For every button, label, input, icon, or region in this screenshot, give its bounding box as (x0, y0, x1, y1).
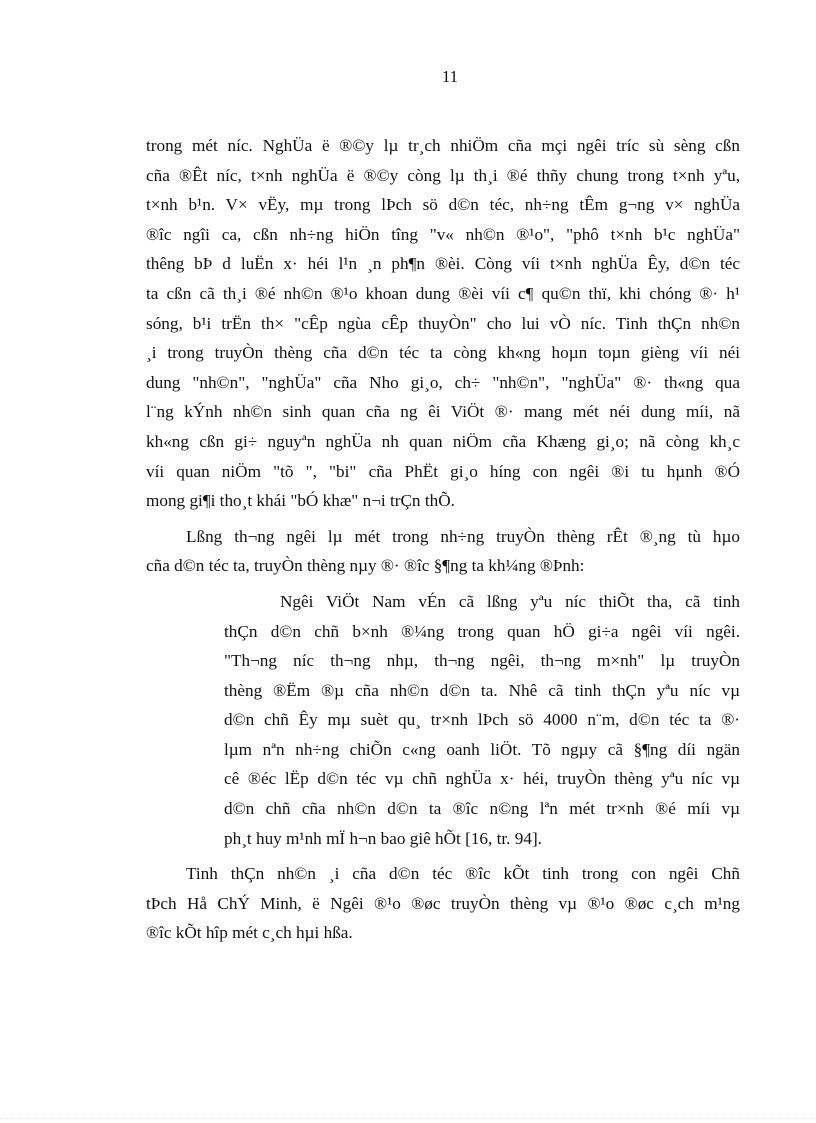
quote-line: lµm nªn nh÷ng chiÕn c«ng oanh liÖt. Tõ ngµy cã §¶ng díi ngän (224, 739, 740, 759)
text-line: kh«ng cßn gi÷ nguyªn nghÜa nh quan niÖm cña Khæng gi¸o; nã còng kh¸c (146, 431, 740, 451)
quote-line: ph¸t huy m¹nh mÏ h¬n bao giê hÕt [16, tr. 94]. (224, 828, 542, 848)
text-line: ®îc kÕt hîp mét c¸ch hµi hßa. (146, 923, 353, 943)
text-line: mong gi¶i tho¸t khái "bÓ khæ" n¬i trÇn thÕ. (146, 491, 455, 511)
text-line: dung "nh©n", "nghÜa" cña Nho gi¸o, ch÷ "nh©n", "nghÜa" ®· th«ng qua (146, 372, 740, 392)
quote-line: cê ®éc lËp d©n téc vµ chñ nghÜa x· héi, truyÒn thèng yªu níc vµ (224, 769, 740, 789)
quote-line: thÇn d©n chñ b×nh ®¼ng trong quan hÖ gi÷a ngêi víi ngêi. (224, 621, 740, 641)
text-line: t×nh b¹n. V× vËy, mµ trong lÞch sö d©n téc, nh÷ng tÊm g¬ng v× nghÜa (146, 195, 740, 215)
quote-line: d©n chñ cña nh©n d©n ta ®îc n©ng lªn mét tr×nh ®é míi vµ (224, 799, 740, 819)
body-text (146, 131, 740, 948)
text-line: tÞch Hå ChÝ Minh, ë Ngêi ®¹o ®øc truyÒn thèng vµ ®¹o ®øc c¸ch m¹ng (146, 893, 740, 913)
quote-line: Ngêi ViÖt Nam vÉn cã lßng yªu níc thiÕt tha, cã tinh (280, 591, 740, 611)
text-line: Lßng th¬ng ngêi lµ mét trong nh÷ng truyÒn thèng rÊt ®¸ng tù hµo (186, 526, 740, 546)
paragraph-2 (146, 522, 740, 581)
page-bottom-border (0, 1118, 816, 1119)
text-line: trong mét níc. NghÜa ë ®©y lµ tr¸ch nhiÖm cña mçi ngêi tríc sù sèng cßn (146, 136, 740, 155)
text-line: sóng, b¹i trËn th× "cÊp ngùa cÊp thuyÒn" cho lui vÒ níc. Tinh thÇn nh©n (146, 313, 740, 333)
text-line: thêng bÞ d luËn x· héi l¹n ¸n ph¶n ®èi. Còng víi t×nh nghÜa Êy, d©n téc (146, 254, 740, 274)
text-line: Tinh thÇn nh©n ¸i cña d©n téc ®îc kÕt tinh trong con ngêi Chñ (186, 864, 740, 884)
text-line: víi quan niÖm "tõ ", "bi" cña PhËt gi¸o híng con ngêi ®i tu hµnh ®Ó (146, 461, 740, 481)
text-line: ta cßn cã th¸i ®é nh©n ®¹o khoan dung ®èi víi c¶ qu©n thï, khi chóng ®· h¹ (146, 283, 740, 303)
text-line: cña d©n téc ta, truyÒn thèng nµy ®· ®îc §¶ng ta kh¼ng ®Þnh: (146, 556, 585, 576)
quote-line: thèng ®Ëm ®µ cña nh©n d©n ta. Nhê cã tinh thÇn yªu níc vµ (224, 680, 740, 700)
text-line: cña ®Êt níc, t×nh nghÜa ë ®©y còng lµ th¸i ®é thñy chung trong t×nh yªu, (146, 165, 740, 185)
text-line: ®îc ngîi ca, cßn nh÷ng hiÖn tîng "v« nh©n ®¹o", "phô t×nh b¹c nghÜa" (146, 224, 740, 244)
block-quote (146, 587, 740, 853)
text-line: ¸i trong truyÒn thèng cña d©n téc ta còng kh«ng hoµn toµn gièng víi néi (146, 343, 740, 363)
page-number: 11 (441, 67, 459, 86)
paragraph-3 (146, 859, 740, 948)
quote-line: d©n chñ Êy mµ suèt qu¸ tr×nh lÞch sö 4000 n¨m, d©n téc ta ®· (224, 710, 740, 730)
text-line: l¨ng kÝnh nh©n sinh quan cña ng êi ViÖt ®· mang mét néi dung míi, nã (146, 402, 740, 422)
quote-line: "Th¬ng níc th¬ng nhµ, th¬ng ngêi, th¬ng m×nh" lµ truyÒn (224, 651, 740, 671)
paragraph-1 (146, 131, 740, 516)
